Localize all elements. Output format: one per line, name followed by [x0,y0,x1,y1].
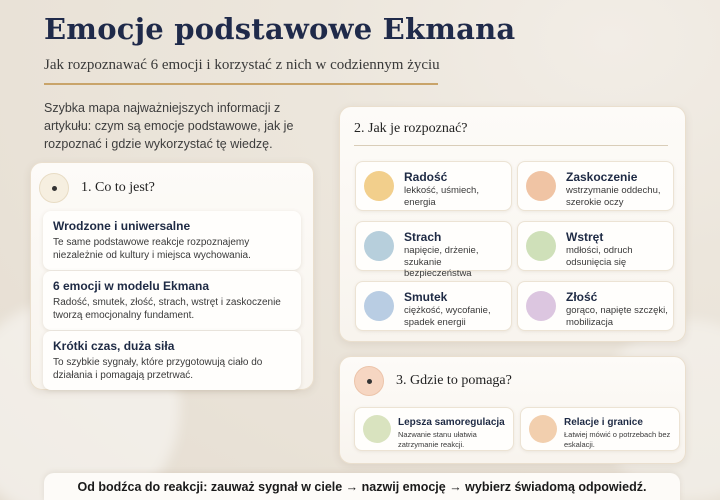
subtitle-divider [44,83,438,85]
emotion-description: wstrzymanie oddechu, szerokie oczy [566,185,661,208]
section-title: 2. Jak je rozpoznać? [354,121,468,136]
emotion-name: Zaskoczenie [566,170,638,184]
emotion-card-sadness [355,281,512,331]
emotion-description: ciężkość, wycofanie, spadek energii [404,305,491,328]
emotion-color-icon [364,291,394,321]
emotion-color-icon [526,291,556,321]
emotion-description: napięcie, drżenie, szukanie bezpieczeństwa [404,245,479,279]
info-card-innate [43,211,301,270]
emotion-name: Wstręt [566,230,604,244]
section-header [354,366,512,396]
emotion-name: Złość [566,290,598,304]
benefit-card-relations [520,407,680,451]
emotion-name: Smutek [404,290,448,304]
emotion-name: Radość [404,170,448,184]
info-card-six-emotions [43,271,301,330]
page-subtitle: Jak rozpoznawać 6 emocji i korzystać z nich w codziennym życiu [44,57,440,73]
section-divider [354,145,668,146]
benefit-card-self-regulation [354,407,514,451]
info-card-title: Wrodzone i uniwersalne [53,219,191,233]
emotion-card-disgust [517,221,674,271]
emotion-color-icon [526,231,556,261]
emotion-description: lekkość, uśmiech, energia [404,185,479,208]
intro-text: Szybka mapa najważniejszych informacji z artykułu: czym są emocje podstawowe, jak je rozpoznać i gdzie wykorzystać tę wiedzę. [44,101,294,151]
emotion-description: gorąco, napięte szczęki, mobilizacja [566,305,668,328]
section-where-it-helps [339,356,686,464]
info-card-title: Krótki czas, duża siła [53,339,175,353]
benefit-text: Nazwanie stanu ułatwia zatrzymanie reakcji. [398,430,477,449]
emotion-card-joy [355,161,512,211]
benefit-color-icon [363,415,391,443]
emotion-description: mdłości, odruch odsunięcia się [566,245,633,268]
emotion-card-fear [355,221,512,279]
emotion-color-icon [526,171,556,201]
section-title: 1. Co to jest? [81,180,155,195]
benefit-text: Łatwiej mówić o potrzebach bez eskalacji. [564,430,671,449]
footer-summary: Od bodźca do reakcji: zauważ sygnał w ciele → nazwij emocję → wybierz świadomą odpowiedź. [44,473,680,500]
info-card-text: Radość, smutek, złość, strach, wstręt i zaskoczenie tworzą emocjonalny fundament. [53,297,281,321]
section-header [354,121,468,137]
section-bullet-icon [354,366,384,396]
emotion-card-anger [517,281,674,331]
benefit-color-icon [529,415,557,443]
benefit-title: Lepsza samoregulacja [398,417,505,428]
info-card-title: 6 emocji w modelu Ekmana [53,279,210,293]
page-title: Emocje podstawowe Ekmana [44,12,516,46]
section-what-is-it [30,162,314,390]
section-title: 3. Gdzie to pomaga? [396,373,512,388]
section-header [39,173,155,203]
section-bullet-icon [39,173,69,203]
emotion-color-icon [364,231,394,261]
info-card-text: Te same podstawowe reakcje rozpoznajemy niezależnie od kultury i miejsca wychowania. [53,237,251,261]
emotion-color-icon [364,171,394,201]
benefit-title: Relacje i granice [564,417,643,428]
emotion-card-surprise [517,161,674,211]
section-how-to-recognize [339,106,686,342]
info-card-text: To szybkie sygnały, które przygotowują ciało do działania i pomagają przetrwać. [53,357,263,381]
emotion-name: Strach [404,230,442,244]
info-card-short-time [43,331,301,390]
